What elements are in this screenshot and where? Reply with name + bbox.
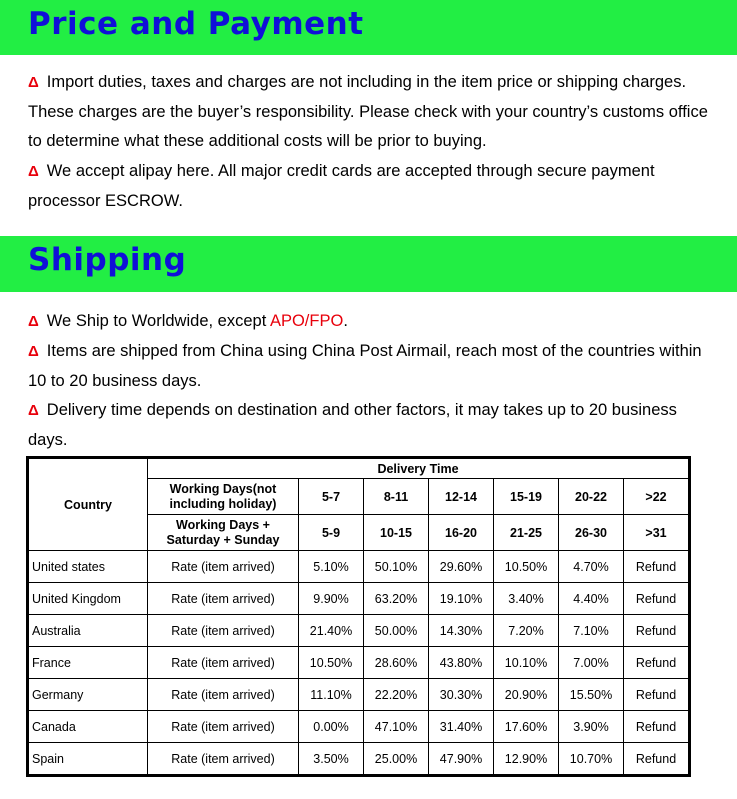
table-row bbox=[29, 679, 689, 711]
range-cell: 26-30 bbox=[559, 515, 624, 551]
rate-value-cell: 9.90% bbox=[299, 583, 364, 615]
rate-value-cell: 11.10% bbox=[299, 679, 364, 711]
rate-value-cell: Refund bbox=[624, 679, 689, 711]
country-cell: France bbox=[29, 647, 148, 679]
shipping-bullet-2: Δ Items are shipped from China using China Post Airmail, reach most of the countries within 10 to 20 business days. bbox=[28, 342, 702, 390]
rate-value-cell: 25.00% bbox=[364, 743, 429, 775]
table-row bbox=[29, 615, 689, 647]
range-cell: 12-14 bbox=[429, 479, 494, 515]
rate-value-cell: 47.10% bbox=[364, 711, 429, 743]
delivery-time-table bbox=[28, 458, 689, 775]
rate-value-cell: 7.00% bbox=[559, 647, 624, 679]
rate-value-cell: 50.00% bbox=[364, 615, 429, 647]
working-days-weekend-label: Working Days + Saturday + Sunday bbox=[148, 515, 299, 551]
rate-value-cell: Refund bbox=[624, 583, 689, 615]
table-row bbox=[29, 743, 689, 775]
rate-value-cell: 30.30% bbox=[429, 679, 494, 711]
country-cell: Germany bbox=[29, 679, 148, 711]
rate-value-cell: 12.90% bbox=[494, 743, 559, 775]
delta-icon: Δ bbox=[28, 313, 39, 330]
rate-value-cell: Refund bbox=[624, 615, 689, 647]
rate-value-cell: 19.10% bbox=[429, 583, 494, 615]
range-cell: >22 bbox=[624, 479, 689, 515]
rate-value-cell: 20.90% bbox=[494, 679, 559, 711]
rate-label-cell: Rate (item arrived) bbox=[148, 711, 299, 743]
rate-value-cell: 3.50% bbox=[299, 743, 364, 775]
rate-label-cell: Rate (item arrived) bbox=[148, 647, 299, 679]
rate-value-cell: 10.50% bbox=[494, 551, 559, 583]
rate-value-cell: 10.10% bbox=[494, 647, 559, 679]
rate-label-cell: Rate (item arrived) bbox=[148, 583, 299, 615]
range-cell: 5-9 bbox=[299, 515, 364, 551]
rate-label-cell: Rate (item arrived) bbox=[148, 615, 299, 647]
rate-label-cell: Rate (item arrived) bbox=[148, 551, 299, 583]
range-cell: 10-15 bbox=[364, 515, 429, 551]
rate-value-cell: 47.90% bbox=[429, 743, 494, 775]
rate-label-cell: Rate (item arrived) bbox=[148, 743, 299, 775]
rate-value-cell: 3.90% bbox=[559, 711, 624, 743]
rate-value-cell: 17.60% bbox=[494, 711, 559, 743]
rate-value-cell: Refund bbox=[624, 647, 689, 679]
rate-value-cell: 50.10% bbox=[364, 551, 429, 583]
rate-value-cell: 4.70% bbox=[559, 551, 624, 583]
rate-value-cell: 43.80% bbox=[429, 647, 494, 679]
delta-icon: Δ bbox=[28, 163, 39, 180]
shipping-bullet-1: Δ We Ship to Worldwide, except APO/FPO. bbox=[28, 312, 348, 330]
range-cell: 21-25 bbox=[494, 515, 559, 551]
country-cell: United states bbox=[29, 551, 148, 583]
range-cell: 8-11 bbox=[364, 479, 429, 515]
country-cell: Canada bbox=[29, 711, 148, 743]
rate-value-cell: 7.20% bbox=[494, 615, 559, 647]
delta-icon: Δ bbox=[28, 402, 39, 419]
table-row bbox=[29, 711, 689, 743]
range-cell: >31 bbox=[624, 515, 689, 551]
country-cell: Australia bbox=[29, 615, 148, 647]
range-cell: 5-7 bbox=[299, 479, 364, 515]
table-row bbox=[29, 647, 689, 679]
shipping-bullet-3: Δ Delivery time depends on destination and other factors, it may takes up to 20 business days. bbox=[28, 401, 677, 449]
rate-value-cell: 4.40% bbox=[559, 583, 624, 615]
delta-icon: Δ bbox=[28, 74, 39, 91]
shipping-banner bbox=[0, 236, 737, 292]
country-header: Country bbox=[29, 459, 148, 551]
table-row bbox=[29, 583, 689, 615]
rate-value-cell: 14.30% bbox=[429, 615, 494, 647]
rate-value-cell: 29.60% bbox=[429, 551, 494, 583]
rate-value-cell: 22.20% bbox=[364, 679, 429, 711]
rate-value-cell: 63.20% bbox=[364, 583, 429, 615]
rate-value-cell: Refund bbox=[624, 711, 689, 743]
rate-value-cell: 7.10% bbox=[559, 615, 624, 647]
shipping-title: Shipping bbox=[28, 242, 187, 278]
rate-value-cell: 10.50% bbox=[299, 647, 364, 679]
rate-value-cell: 10.70% bbox=[559, 743, 624, 775]
price-payment-banner bbox=[0, 0, 737, 55]
delta-icon: Δ bbox=[28, 343, 39, 360]
rate-value-cell: Refund bbox=[624, 551, 689, 583]
country-cell: United Kingdom bbox=[29, 583, 148, 615]
rate-value-cell: 15.50% bbox=[559, 679, 624, 711]
rate-value-cell: 5.10% bbox=[299, 551, 364, 583]
rate-label-cell: Rate (item arrived) bbox=[148, 679, 299, 711]
delivery-time-header: Delivery Time bbox=[148, 459, 689, 479]
rate-value-cell: 0.00% bbox=[299, 711, 364, 743]
price-payment-title: Price and Payment bbox=[28, 6, 364, 42]
rate-value-cell: 31.40% bbox=[429, 711, 494, 743]
price-bullet-2: Δ We accept alipay here. All major credit cards are accepted through secure payment processor ESCROW. bbox=[28, 162, 655, 210]
rate-value-cell: 21.40% bbox=[299, 615, 364, 647]
apo-fpo-highlight: APO/FPO bbox=[269, 312, 344, 330]
rate-value-cell: 28.60% bbox=[364, 647, 429, 679]
rate-value-cell: Refund bbox=[624, 743, 689, 775]
range-cell: 15-19 bbox=[494, 479, 559, 515]
rate-value-cell: 3.40% bbox=[494, 583, 559, 615]
working-days-label: Working Days(not including holiday) bbox=[148, 479, 299, 515]
table-row bbox=[29, 551, 689, 583]
range-cell: 16-20 bbox=[429, 515, 494, 551]
range-cell: 20-22 bbox=[559, 479, 624, 515]
price-bullet-1: Δ Import duties, taxes and charges are not including in the item price or shipping charges. These charges are the buyer’s responsibility. Please check with your country’s customs office to determine what these additional costs will be prior to buying. bbox=[28, 73, 708, 150]
country-cell: Spain bbox=[29, 743, 148, 775]
